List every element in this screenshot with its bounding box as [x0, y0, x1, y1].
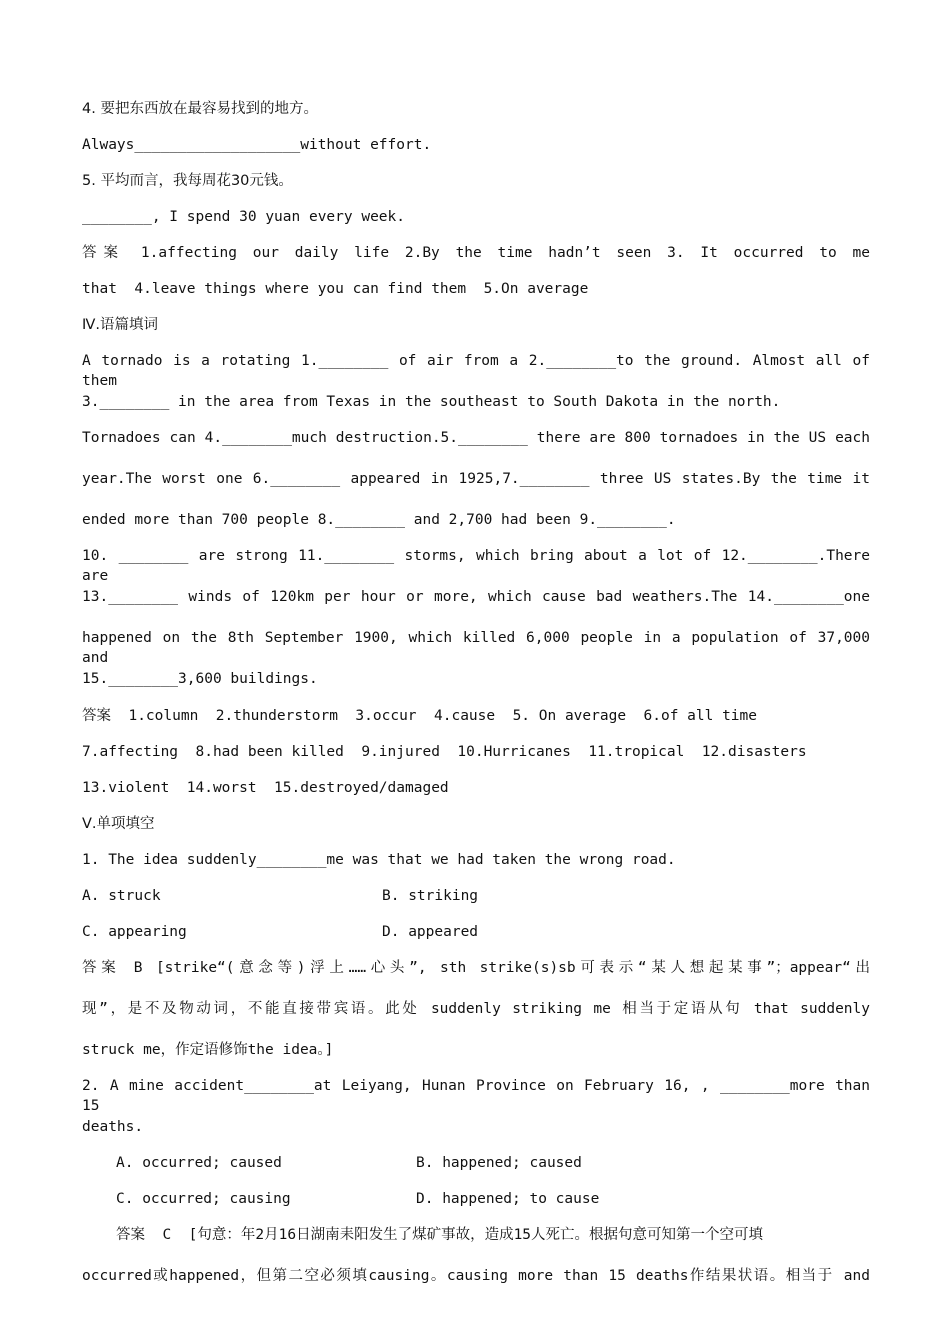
passage-line: happened on the 8th September 1900, which killed 6,000 people in a population of 37,000 and	[82, 630, 870, 666]
question-4-sentence: Always___________________without effort.	[82, 137, 432, 153]
passage-line: A tornado is a rotating 1.________ of air from a 2.________to the ground. Almost all of them	[82, 353, 870, 389]
question-5-sentence: ________, I spend 30 yuan every week.	[82, 209, 406, 225]
passage-line: 15.________3,600 buildings.	[82, 671, 318, 687]
mc-answer-1-line: 现”，是不及物动词，不能直接带宾语。此处 suddenly striking me 相当于定语从句 that suddenly	[82, 1001, 870, 1017]
answer-section-4-line-1: 答案 1.column 2.thunderstorm 3.occur 4.cause 5. On average 6.of all time	[82, 708, 758, 724]
mc-option-a: A. struck	[82, 888, 161, 904]
mc-answer-2-line: 答案 C [句意：年2月16日湖南耒阳发生了煤矿事故，造成15人死亡。根据句意可知第一个空可填	[116, 1227, 764, 1243]
answer-section-3-line-1: 答案 1.affecting our daily life 2.By the time hadn’t seen 3. It occurred to me	[82, 245, 870, 261]
mc-question-2-stem: 2. A mine accident________at Leiyang, Hunan Province on February 16, , ________more than 15	[82, 1078, 870, 1114]
section-4-heading: Ⅳ.语篇填词	[82, 317, 158, 333]
passage-line: 13.________ winds of 120km per hour or more, which cause bad weathers.The 14.________one	[82, 589, 870, 605]
mc-question-2-stem-end: deaths.	[82, 1119, 144, 1135]
passage-line: 10. ________ are strong 11.________ storms, which bring about a lot of 12.________.There are	[82, 548, 870, 584]
mc-answer-1-line: struck me，作定语修饰the idea。]	[82, 1042, 334, 1058]
mc-question-1-stem: 1. The idea suddenly________me was that we had taken the wrong road.	[82, 852, 676, 868]
passage-line: year.The worst one 6.________ appeared in 1925,7.________ three US states.By the time it	[82, 471, 870, 487]
answer-section-4-line-3: 13.violent 14.worst 15.destroyed/damaged	[82, 780, 449, 796]
section-5-heading: Ⅴ.单项填空	[82, 816, 155, 832]
mc-option-b: B. striking	[382, 888, 479, 904]
mc-option-c: C. occurred; causing	[116, 1191, 291, 1207]
mc-option-c: C. appearing	[82, 924, 187, 940]
mc-option-d: D. happened; to cause	[416, 1191, 600, 1207]
question-5-prompt: 5. 平均而言，我每周花30元钱。	[82, 173, 293, 189]
mc-option-b: B. happened; caused	[416, 1155, 582, 1171]
mc-option-d: D. appeared	[382, 924, 479, 940]
passage-line: 3.________ in the area from Texas in the southeast to South Dakota in the north.	[82, 394, 781, 410]
passage-line: ended more than 700 people 8.________ and 2,700 had been 9.________.	[82, 512, 676, 528]
mc-answer-1-line: 答案 B [strike“(意念等)浮上……心头”, sth strike(s)sb可表示“某人想起某事”；appear“出	[82, 960, 870, 976]
answer-section-4-line-2: 7.affecting 8.had been killed 9.injured 10.Hurricanes 11.tropical 12.disasters	[82, 744, 807, 760]
mc-answer-2-line: occurred或happened，但第二空必须填causing。causing more than 15 deaths作结果状语。相当于 and	[82, 1268, 870, 1284]
passage-line: Tornadoes can 4.________much destruction.5.________ there are 800 tornadoes in the US each	[82, 430, 870, 446]
answer-section-3-line-2: that 4.leave things where you can find them 5.On average	[82, 281, 589, 297]
mc-option-a: A. occurred; caused	[116, 1155, 282, 1171]
question-4-prompt: 4. 要把东西放在最容易找到的地方。	[82, 101, 318, 117]
